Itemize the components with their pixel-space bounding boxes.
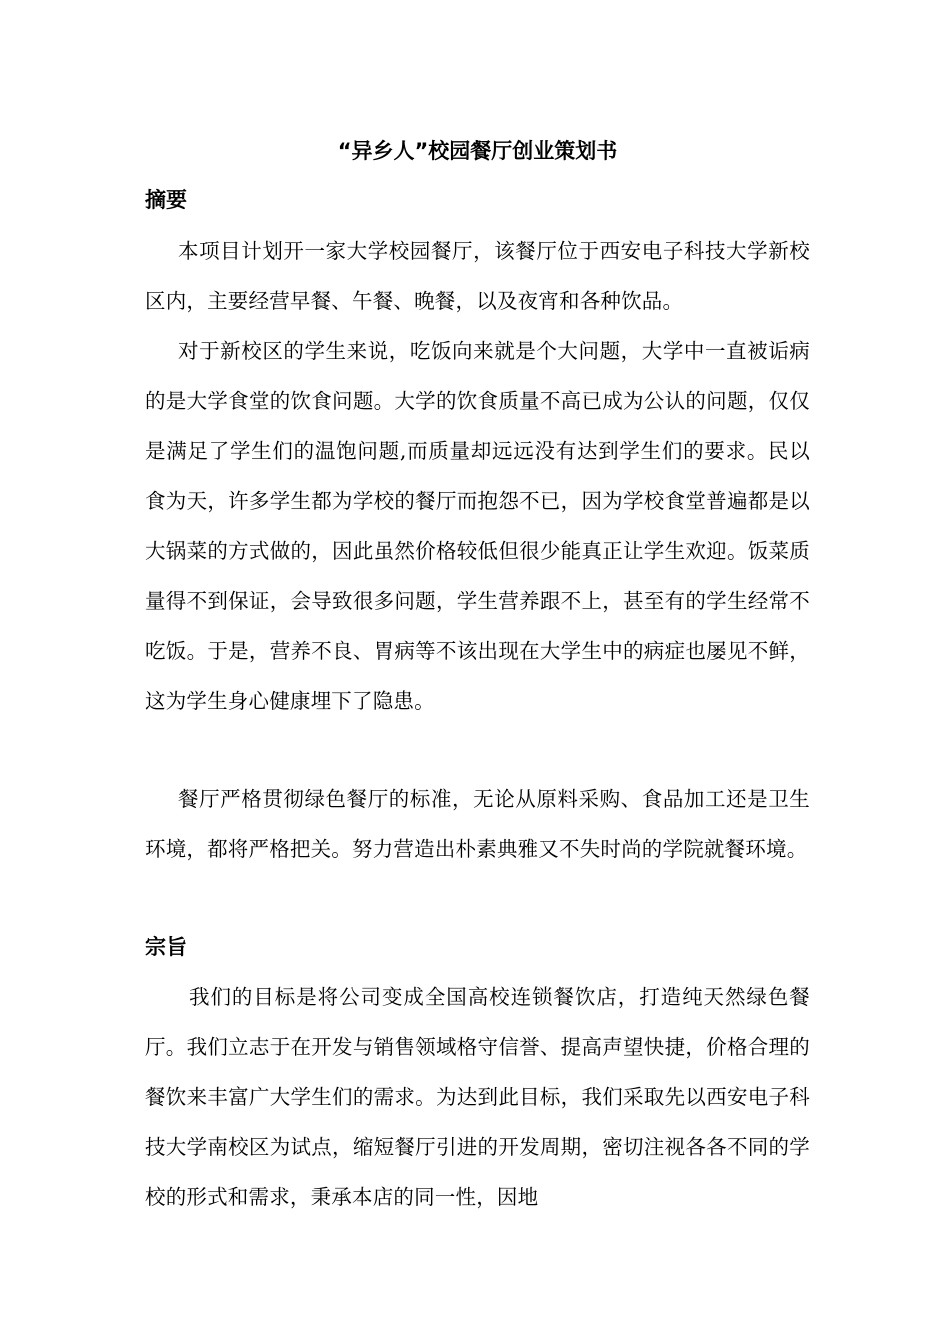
section-heading-purpose: 宗旨 xyxy=(145,935,187,959)
document-title: “异乡人”校园餐厅创业策划书 xyxy=(337,139,618,163)
purpose-paragraph-1: 我们的目标是将公司变成全国高校连锁餐饮店，打造纯天然绿色餐厅。我们立志于在开发与销售领域格守信誉、提高声望快捷，价格合理的餐饮来丰富广大学生们的需求。为达到此目标，我们采取先以西安电子科技大学南校区为试点，缩短餐厅引进的开发周期，密切注视各各不同的学校的形式和需求，秉承本店的同一性，因地 xyxy=(145,985,810,1209)
abstract-paragraph-2: 对于新校区的学生来说，吃饭向来就是个大问题，大学中一直被诟病的是大学食堂的饮食问题。大学的饮食质量不高已成为公认的问题，仅仅是满足了学生们的温饱问题,而质量却远远没有达到学生们的要求。民以食为天，许多学生都为学校的餐厅而抱怨不已，因为学校食堂普遍都是以大锅菜的方式做的，因此虽然价格较低但很少能真正让学生欢迎。饭菜质量得不到保证，会导致很多问题，学生营养跟不上，甚至有的学生经常不吃饭。于是，营养不良、胃病等不该出现在大学生中的病症也屡见不鲜，这为学生身心健康埋下了隐患。 xyxy=(145,339,810,713)
abstract-paragraph-1: 本项目计划开一家大学校园餐厅，该餐厅位于西安电子科技大学新校区内，主要经营早餐、午餐、晚餐，以及夜宵和各种饮品。 xyxy=(145,239,810,313)
section-heading-abstract: 摘要 xyxy=(145,188,187,212)
abstract-paragraph-3: 餐厅严格贯彻绿色餐厅的标准，无论从原料采购、食品加工还是卫生环境，都将严格把关。努力营造出朴素典雅又不失时尚的学院就餐环境。 xyxy=(145,787,810,861)
